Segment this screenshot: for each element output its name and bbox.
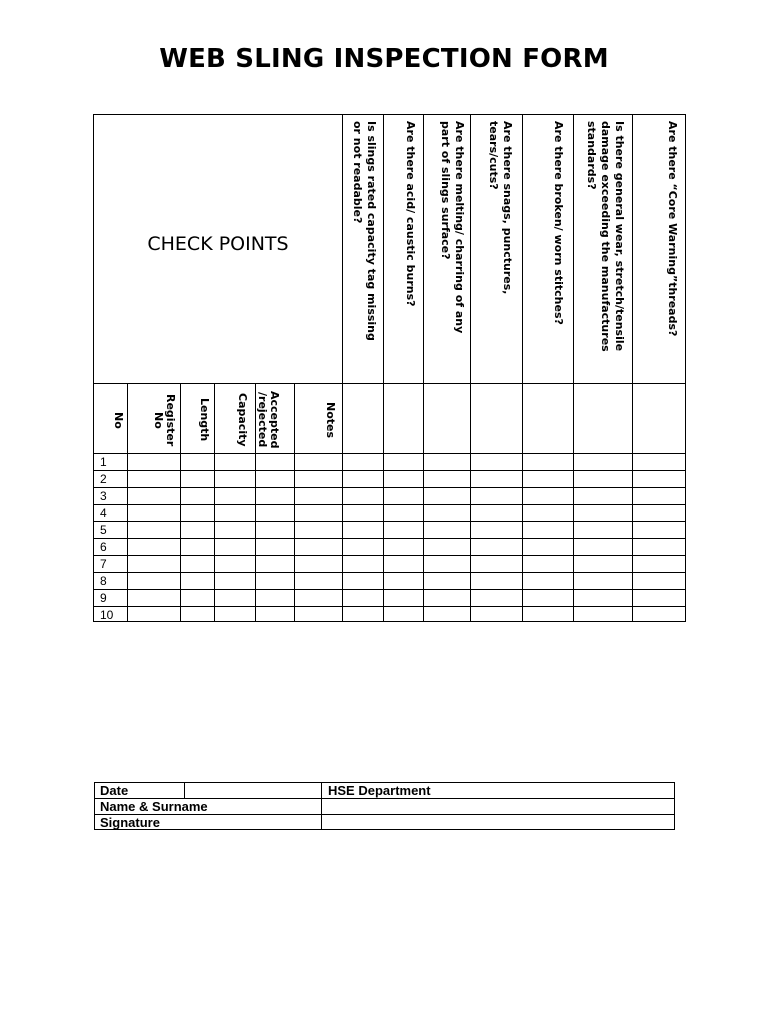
header-length: Length bbox=[198, 398, 211, 442]
question-snags-punctures: Are there snags, punctures, tears/cuts? bbox=[487, 121, 514, 295]
header-register-no: Register No bbox=[152, 393, 177, 447]
column-divider bbox=[522, 115, 523, 621]
question-general-wear: Is there general wear, stretch/tensile damage exceeding the manufactures standards? bbox=[585, 121, 626, 352]
row-divider bbox=[94, 572, 685, 573]
row-number: 1 bbox=[100, 455, 107, 469]
column-divider bbox=[342, 115, 343, 621]
header-notes: Notes bbox=[324, 401, 337, 439]
column-divider bbox=[383, 115, 384, 621]
hse-department-label: HSE Department bbox=[328, 783, 431, 798]
row-divider bbox=[94, 504, 685, 505]
row-divider bbox=[94, 555, 685, 556]
form-title: WEB SLING INSPECTION FORM bbox=[159, 44, 609, 74]
date-field[interactable] bbox=[185, 783, 321, 798]
column-divider bbox=[573, 115, 574, 621]
row-number: 4 bbox=[100, 506, 107, 520]
question-acid-burns: Are there acid/ caustic burns? bbox=[404, 121, 417, 307]
row-divider bbox=[94, 521, 685, 522]
signature-field[interactable] bbox=[322, 815, 674, 829]
question-tag-missing: Is slings rated capacity tag missing or not readable? bbox=[351, 121, 378, 341]
date-label: Date bbox=[100, 783, 129, 798]
signature-label: Signature bbox=[100, 815, 160, 830]
column-divider bbox=[632, 115, 633, 621]
header-no: No bbox=[112, 411, 125, 429]
signature-block bbox=[94, 782, 675, 830]
row-divider bbox=[94, 470, 685, 471]
row-number: 2 bbox=[100, 472, 107, 486]
row-divider bbox=[94, 487, 685, 488]
row-number: 7 bbox=[100, 557, 107, 571]
row-number: 5 bbox=[100, 523, 107, 537]
question-broken-stitches: Are there broken/ worn stitches? bbox=[552, 121, 565, 325]
column-divider bbox=[470, 115, 471, 621]
row-divider bbox=[94, 453, 685, 454]
department-field[interactable] bbox=[322, 783, 674, 798]
row-number: 9 bbox=[100, 591, 107, 605]
row-number: 10 bbox=[100, 608, 114, 622]
column-divider bbox=[127, 383, 128, 621]
inspection-table bbox=[93, 114, 686, 622]
question-core-warning: Are there “Core Warning”threads? bbox=[666, 121, 679, 337]
name-surname-label: Name & Surname bbox=[100, 799, 208, 814]
question-melting-charring: Are there melting/ charring of any part of slings surface? bbox=[439, 121, 466, 334]
header-capacity: Capacity bbox=[236, 393, 249, 447]
row-number: 3 bbox=[100, 489, 107, 503]
column-divider bbox=[423, 115, 424, 621]
name-surname-field[interactable] bbox=[322, 799, 674, 814]
row-divider bbox=[94, 589, 685, 590]
row-number: 6 bbox=[100, 540, 107, 554]
row-divider bbox=[94, 606, 685, 607]
column-divider bbox=[294, 383, 295, 621]
header-accepted-rejected: Accepted /rejected bbox=[256, 391, 281, 449]
column-divider bbox=[214, 383, 215, 621]
row-number: 8 bbox=[100, 574, 107, 588]
header-divider bbox=[94, 383, 685, 384]
check-points-label: CHECK POINTS bbox=[147, 233, 289, 255]
row-divider bbox=[94, 538, 685, 539]
column-divider bbox=[180, 383, 181, 621]
